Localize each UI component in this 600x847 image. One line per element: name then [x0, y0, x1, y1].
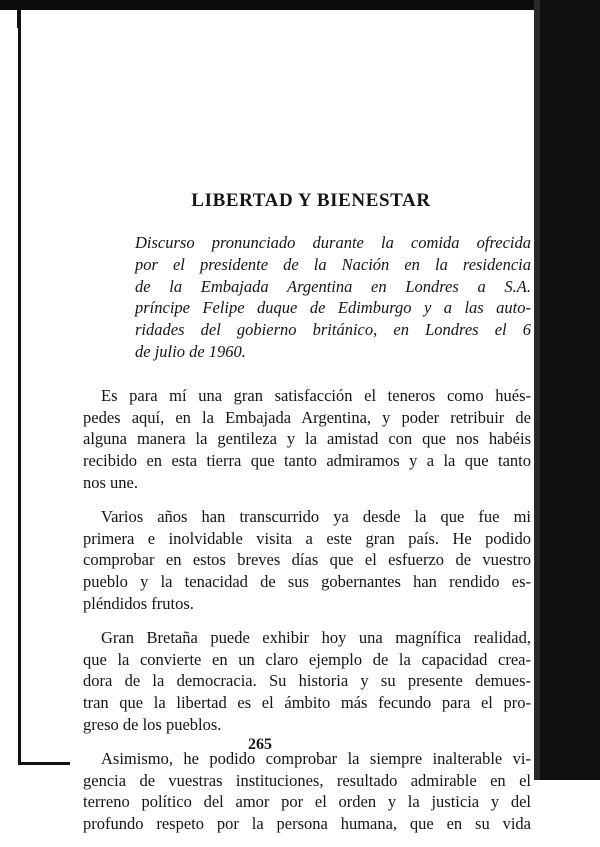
- text-line: Gran Bretaña puede exhibir hoy una magnífica realidad,: [101, 627, 531, 647]
- text-line: pueblo y la tenacidad de sus gobernantes han rendido es-: [83, 572, 531, 592]
- scan-left-corner: [8, 10, 20, 28]
- paragraph-2: [83, 506, 531, 615]
- text-line: que la convierte en un claro ejemplo de la capacidad crea-: [83, 649, 531, 669]
- paragraph-3: [83, 627, 531, 736]
- text-line: nos une.: [83, 472, 138, 492]
- speech-context-note: [135, 232, 531, 363]
- text-line: greso de los pueblos.: [83, 714, 222, 734]
- scan-top-border: [0, 0, 560, 10]
- paragraph-4: [83, 748, 531, 835]
- page-number: 265: [248, 736, 272, 753]
- text-line: dora de la democracia. Su historia y su presente demues-: [83, 671, 531, 691]
- speech-body: [83, 385, 531, 835]
- scan-left-binding: [18, 10, 21, 762]
- subtitle-line: de la Embajada Argentina en Londres a S.A.: [135, 276, 531, 296]
- subtitle-line: Discurso pronunciado durante la comida ofrecida: [135, 233, 531, 252]
- subtitle-line: de julio de 1960.: [135, 341, 246, 361]
- text-line: comprobar en estos breves días que el esfuerzo de vuestro: [83, 550, 531, 570]
- scan-left-foot: [18, 762, 70, 765]
- scan-right-border: [534, 0, 600, 780]
- text-line: gencia de vuestras instituciones, resultado admirable en el: [83, 770, 531, 790]
- text-line: tran que la libertad es el ámbito más fecundo para el pro-: [83, 693, 531, 713]
- subtitle-line: príncipe Felipe duque de Edimburgo y a las auto-: [135, 298, 531, 318]
- subtitle-line: por el presidente de la Nación en la residencia: [135, 254, 531, 274]
- subtitle-line: ridades del gobierno británico, en Londres el 6: [135, 320, 531, 340]
- paragraph-1: [83, 385, 531, 494]
- text-line: pléndidos frutos.: [83, 593, 194, 613]
- text-line: recibido en esta tierra que tanto admiramos y a la que tanto: [83, 451, 531, 471]
- text-line: alguna manera la gentileza y la amistad con que nos habéis: [83, 429, 531, 449]
- text-line: primera e inolvidable visita a este gran país. He podido: [83, 528, 531, 548]
- text-line: Es para mí una gran satisfacción el teneros como hués-: [101, 385, 531, 405]
- text-line: Asimismo, he podido comprobar la siempre inalterable vi-: [101, 748, 531, 768]
- text-line: terreno político del amor por el orden y la justicia y del: [83, 792, 531, 812]
- text-line: profundo respeto por la persona humana, que en su vida: [83, 814, 531, 834]
- chapter-title: LIBERTAD Y BIENESTAR: [191, 190, 431, 211]
- text-line: Varios años han transcurrido ya desde la que fue mi: [101, 506, 531, 526]
- text-line: pedes aquí, en la Embajada Argentina, y poder retribuir de: [83, 407, 531, 427]
